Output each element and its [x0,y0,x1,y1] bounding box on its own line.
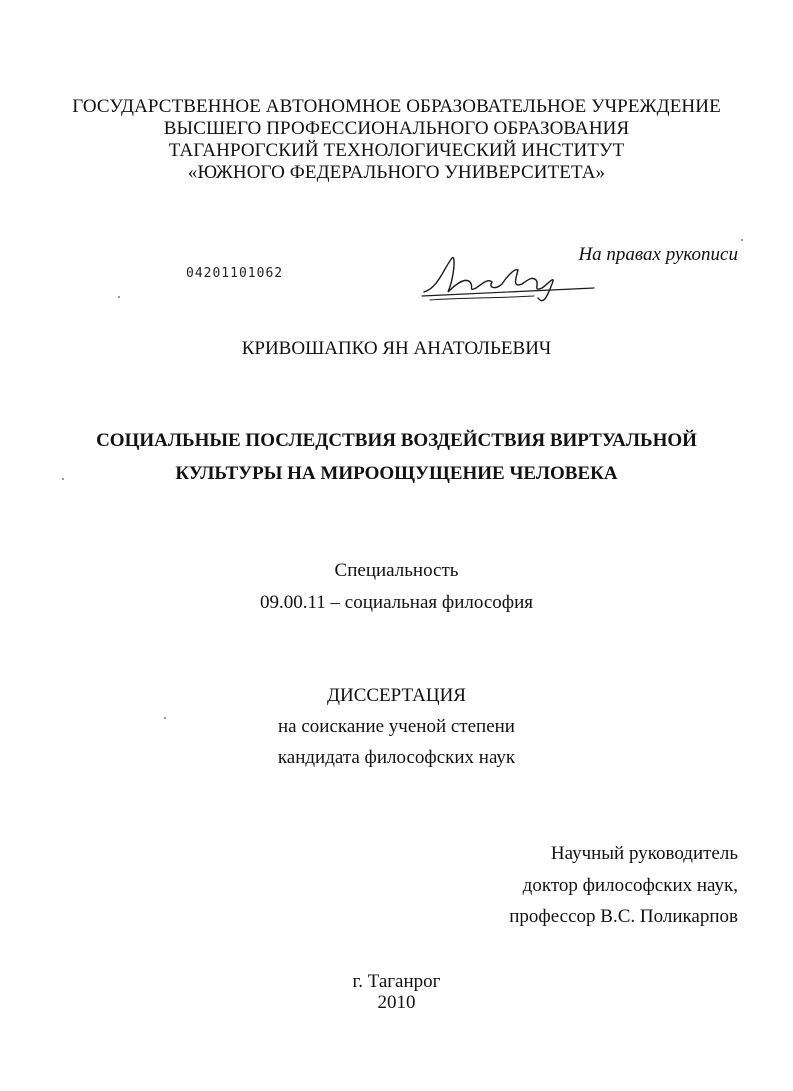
institution-line-4: «ЮЖНОГО ФЕДЕРАЛЬНОГО УНИВЕРСИТЕТА» [187,162,606,183]
supervisor-name: профессор В.С. Поликарпов [509,906,738,927]
scan-speck [164,717,166,719]
registration-number: 04201101062 [186,266,284,281]
author-name: КРИВОШАПКО ЯН АНАТОЛЬЕВИЧ [241,338,552,359]
specialty-label: Специальность [334,560,459,581]
institution-line-1: ГОСУДАРСТВЕННОЕ АВТОНОМНОЕ ОБРАЗОВАТЕЛЬНОЕ УЧРЕЖДЕНИЕ [72,96,721,117]
supervisor-label: Научный руководитель [550,843,738,864]
specialty-value: 09.00.11 – социальная философия [260,592,533,613]
year: 2010 [377,992,416,1013]
institution-line-3: ТАГАНРОГСКИЙ ТЕХНОЛОГИЧЕСКИЙ ИНСТИТУТ [168,140,625,161]
signature-icon [418,248,598,308]
degree-line-1: на соискание ученой степени [278,716,515,737]
dissertation-title-line-1: СОЦИАЛЬНЫЕ ПОСЛЕДСТВИЯ ВОЗДЕЙСТВИЯ ВИРТУАЛЬНОЙ [96,430,697,451]
scan-speck [118,296,120,298]
degree-line-2: кандидата философских наук [277,747,516,768]
dissertation-title-line-2: КУЛЬТУРЫ НА МИРООЩУЩЕНИЕ ЧЕЛОВЕКА [175,463,618,484]
scan-speck [62,478,64,480]
rights-notice: На правах рукописи [578,244,738,265]
supervisor-degree: доктор философских наук, [522,875,738,896]
city: г. Таганрог [352,971,441,992]
work-type-label: ДИССЕРТАЦИЯ [327,685,466,706]
scan-speck [741,239,743,241]
institution-line-2: ВЫСШЕГО ПРОФЕССИОНАЛЬНОГО ОБРАЗОВАНИЯ [163,118,630,139]
